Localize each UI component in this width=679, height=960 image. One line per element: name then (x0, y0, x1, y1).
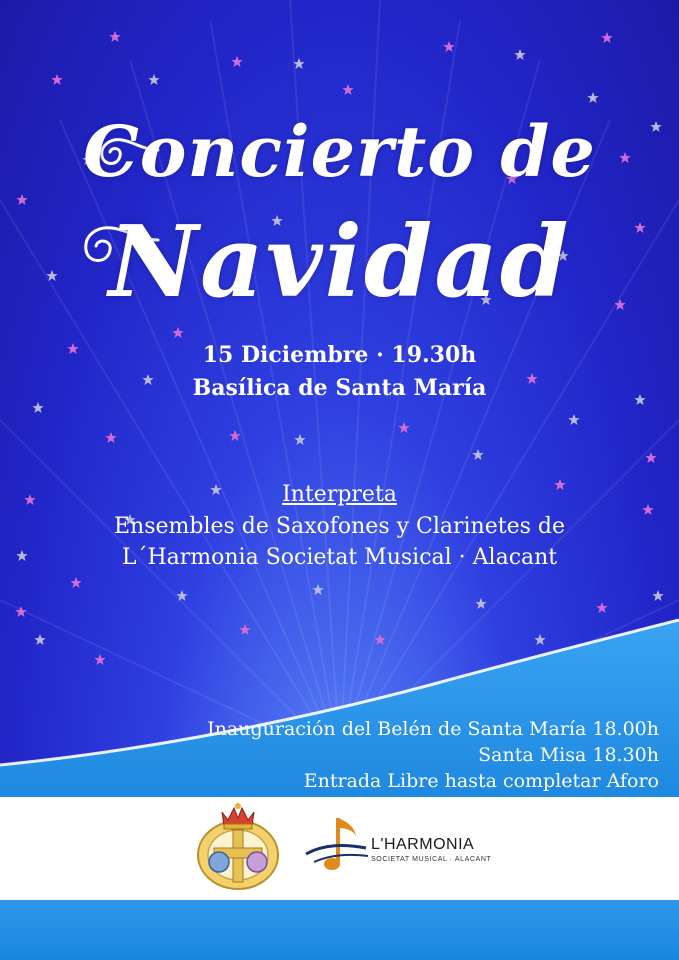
performer-line-1: Ensembles de Saxofones y Clarinetes de (113, 514, 565, 539)
event-venue: Basílica de Santa María (192, 375, 487, 401)
title-line-1: Concierto de (83, 110, 596, 193)
performer-line-2: L´Harmonia Societat Musical · Alacant (121, 545, 558, 570)
basilica-crest-logo (192, 800, 284, 895)
footer-band (0, 900, 679, 960)
logo-subtitle: SOCIETAT MUSICAL · ALACANT (371, 856, 492, 863)
logo-name: L'HARMONIA (371, 836, 475, 853)
event-date-time: 15 Diciembre · 19.30h (202, 342, 477, 368)
title-line-2: Navidad (108, 205, 571, 320)
music-note-icon (304, 812, 370, 884)
note-line-3: Entrada Libre hasta completar Aforo (303, 770, 659, 792)
note-line-1: Inauguración del Belén de Santa María 18.00h (207, 718, 659, 740)
lharmonia-logo (304, 812, 504, 884)
performer-heading: Interpreta (282, 482, 397, 507)
note-line-2: Santa Misa 18.30h (478, 744, 659, 766)
